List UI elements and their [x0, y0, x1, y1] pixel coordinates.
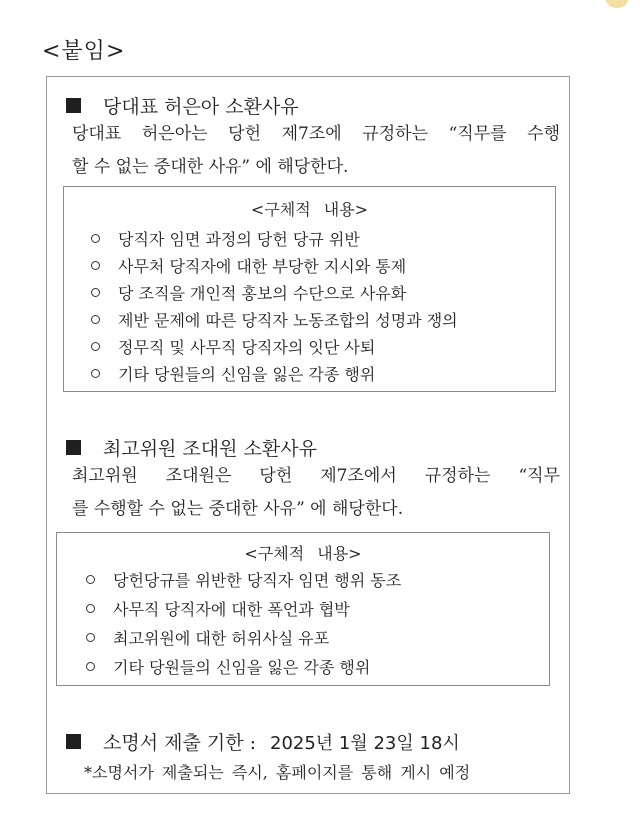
list-item	[91, 227, 360, 250]
list-item-text: 정무직 및 사무직 당직자의 잇단 사퇴	[118, 338, 376, 357]
list-item	[86, 626, 329, 649]
list-item-text: 사무처 당직자에 대한 부당한 지시와 통제	[118, 257, 407, 276]
circle-bullet-icon	[91, 369, 100, 378]
list-item	[91, 335, 375, 358]
section1-heading: 당대표 허은아 소환사유	[103, 96, 299, 118]
list-item	[91, 254, 406, 277]
circle-bullet-icon	[86, 662, 95, 671]
list-item-text: 최고위원에 대한 허위사실 유포	[113, 629, 330, 648]
list-item-text: 당직자 임면 과정의 당헌 당규 위반	[118, 230, 360, 249]
deadline-value: 2025년 1월 23일 18시	[270, 732, 460, 754]
section2-paragraph-line1: 최고위원 조대원은 당헌 제7조에서 규정하는 “직무	[72, 466, 560, 486]
list-item	[86, 655, 370, 678]
section1-paragraph	[72, 118, 560, 184]
section1-paragraph-line1: 당대표 허은아는 당헌 제7조에 규정하는 “직무를 수행	[72, 124, 560, 144]
list-item-text: 기타 당원들의 신임을 잃은 각종 행위	[113, 658, 371, 677]
section2-detail-box	[56, 532, 550, 686]
list-item-text: 기타 당원들의 신임을 잃은 각종 행위	[118, 365, 376, 384]
circle-bullet-icon	[86, 633, 95, 642]
list-item-text: 제반 문제에 따른 당직자 노동조합의 성명과 쟁의	[118, 311, 458, 330]
circle-bullet-icon	[86, 604, 95, 613]
list-item	[91, 308, 458, 331]
circle-bullet-icon	[91, 342, 100, 351]
black-square-bullet-icon	[66, 734, 81, 749]
corner-decoration	[606, 0, 628, 8]
circle-bullet-icon	[91, 315, 100, 324]
black-square-bullet-icon	[66, 440, 81, 455]
black-square-bullet-icon	[66, 98, 81, 113]
list-item-text: 당헌당규를 위반한 당직자 임면 행위 동조	[113, 571, 402, 590]
publication-note: *소명서가 제출되는 즉시, 홈페이지를 통해 게시 예정	[84, 763, 471, 782]
list-item-text: 당 조직을 개인적 홍보의 수단으로 사유화	[118, 284, 407, 303]
deadline-row	[66, 728, 460, 755]
list-item	[91, 281, 406, 304]
list-item	[91, 362, 375, 385]
list-item	[86, 597, 350, 620]
list-item	[86, 568, 401, 591]
section2-heading: 최고위원 조대원 소환사유	[103, 438, 317, 460]
attachment-title: <붙임>	[42, 39, 126, 64]
section1-paragraph-line2: 할 수 없는 중대한 사유” 에 해당한다.	[72, 157, 349, 177]
circle-bullet-icon	[91, 288, 100, 297]
section2-paragraph	[72, 460, 560, 526]
section2-detail-title: <구체적 내용>	[244, 544, 362, 563]
section1-detail-title: <구체적 내용>	[250, 200, 369, 219]
section1-detail-box	[63, 186, 556, 392]
deadline-label: 소명서 제출 기한 :	[103, 732, 256, 754]
section1-heading-row	[66, 92, 299, 119]
circle-bullet-icon	[91, 261, 100, 270]
section2-heading-row	[66, 434, 317, 461]
list-item-text: 사무직 당직자에 대한 폭언과 협박	[113, 600, 350, 619]
circle-bullet-icon	[86, 575, 95, 584]
circle-bullet-icon	[91, 234, 100, 243]
section2-paragraph-line2: 를 수행할 수 없는 중대한 사유” 에 해당한다.	[72, 499, 404, 519]
